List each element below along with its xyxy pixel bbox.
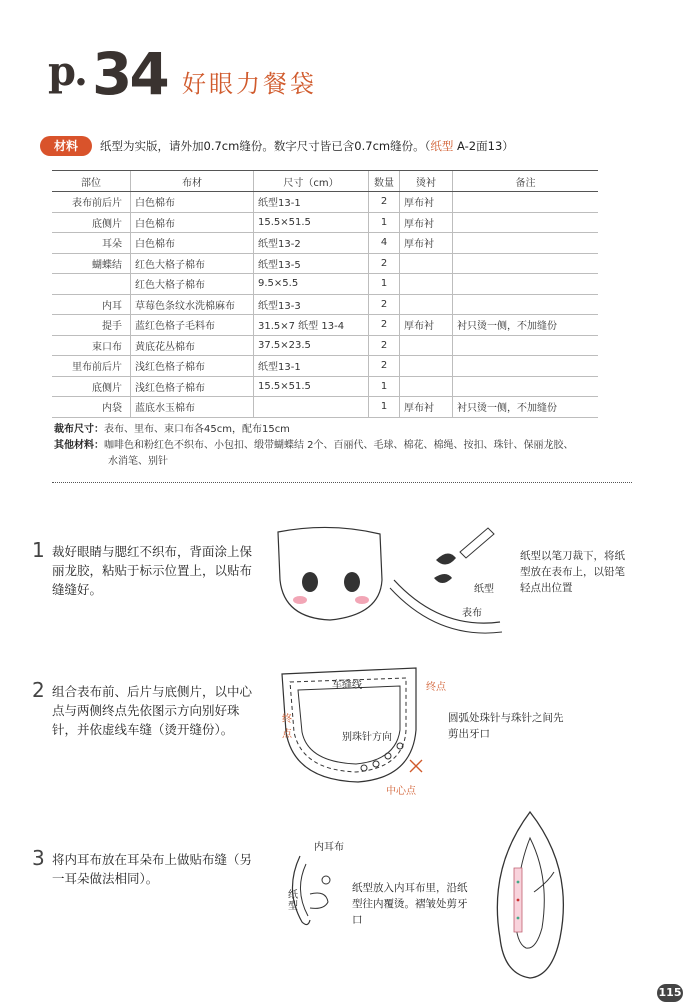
cut-size-label: 裁布尺寸： [54, 424, 104, 435]
step-1-number: 1 [32, 538, 45, 562]
table-cell: 白色棉布 [131, 233, 254, 254]
table-cell [453, 192, 599, 213]
table-cell: 红色大格子棉布 [131, 274, 254, 295]
table-cell: 31.5×7 纸型 13-4 [254, 315, 369, 336]
table-cell [400, 253, 453, 274]
table-row [52, 376, 598, 397]
table-cell [254, 397, 369, 418]
step-3-number: 3 [32, 846, 45, 870]
table-cell [400, 356, 453, 377]
table-row [52, 335, 598, 356]
other-materials-text: 咖啡色和粉红色不织布、小包扣、缎带蝴蝶结 2个、百丽代、毛球、棉花、棉绳、按扣、珠针、保丽龙胶、 [104, 440, 574, 451]
table-cell [400, 335, 453, 356]
step-2-label-pin-direction: 别珠针方向 [342, 732, 392, 743]
project-number: 34 [92, 40, 167, 108]
step-2-note: 圆弧处珠针与珠针之间先剪出牙口 [448, 712, 564, 740]
divider [52, 482, 632, 483]
table-cell [453, 335, 599, 356]
table-cell: 厚布衬 [400, 212, 453, 233]
table-cell: 纸型13-2 [254, 233, 369, 254]
table-cell: 15.5×51.5 [254, 376, 369, 397]
table-header: 尺寸（cm） [254, 171, 369, 192]
table-cell: 内袋 [52, 397, 131, 418]
table-cell: 2 [369, 315, 400, 336]
cut-size-line [54, 422, 290, 438]
table-cell: 耳朵 [52, 233, 131, 254]
table-row [52, 233, 598, 254]
step-3-text: 将内耳布放在耳朵布上做贴布缝（另一耳朵做法相同）。 [52, 852, 253, 886]
other-materials-line-2: 水消笔、别针 [108, 456, 168, 467]
table-row [52, 212, 598, 233]
table-cell [400, 376, 453, 397]
other-materials-label: 其他材料： [54, 440, 104, 451]
table-cell: 浅红色格子棉布 [131, 376, 254, 397]
table-row [52, 192, 598, 213]
page-number: 115 [657, 984, 683, 1002]
table-cell [453, 253, 599, 274]
step-1-label-paper: 纸型 [474, 584, 494, 595]
table-cell [453, 376, 599, 397]
table-cell: 9.5×5.5 [254, 274, 369, 295]
step-3-label-paper: 纸型 [288, 890, 298, 912]
table-row [52, 294, 598, 315]
materials-note [100, 138, 514, 154]
step-3-ear-illustration [490, 808, 570, 983]
table-cell: 2 [369, 192, 400, 213]
table-cell [453, 294, 599, 315]
table-cell [453, 212, 599, 233]
table-cell: 草莓色条纹水洗棉麻布 [131, 294, 254, 315]
step-1-note: 纸型以笔刀裁下，将纸型放在表布上，以铅笔轻点出位置 [520, 550, 625, 594]
table-cell: 1 [369, 397, 400, 418]
table-cell: 蝴蝶结 [52, 253, 131, 274]
table-row [52, 315, 598, 336]
table-cell: 厚布衬 [400, 315, 453, 336]
table-cell: 白色棉布 [131, 192, 254, 213]
table-cell [400, 294, 453, 315]
table-cell: 纸型13-1 [254, 192, 369, 213]
other-materials-line [54, 438, 574, 454]
table-cell: 表布前后片 [52, 192, 131, 213]
materials-note-ref: 纸型 [430, 139, 454, 153]
materials-note-tail: A-2面13） [453, 139, 514, 153]
step-3-label-inner-ear: 内耳布 [314, 842, 344, 853]
table-cell [400, 274, 453, 295]
table-row [52, 356, 598, 377]
table-cell: 束口布 [52, 335, 131, 356]
table-cell: 底侧片 [52, 376, 131, 397]
table-cell [52, 274, 131, 295]
page-prefix: p. [48, 48, 86, 95]
table-cell: 2 [369, 356, 400, 377]
table-cell: 衬只烫一侧，不加缝份 [453, 397, 599, 418]
table-row [52, 397, 598, 418]
table-cell: 1 [369, 212, 400, 233]
table-cell: 1 [369, 376, 400, 397]
step-2-label-end-left: 终点 [282, 714, 292, 740]
table-cell: 纸型13-3 [254, 294, 369, 315]
table-cell: 里布前后片 [52, 356, 131, 377]
table-cell: 提手 [52, 315, 131, 336]
table-cell: 内耳 [52, 294, 131, 315]
step-2-label-seam: 车缝线 [332, 680, 362, 691]
table-cell: 2 [369, 294, 400, 315]
materials-note-main: 纸型为实版，请外加0.7cm缝份。数字尺寸皆已含0.7cm缝份。（ [100, 139, 431, 153]
table-cell: 4 [369, 233, 400, 254]
table-cell [453, 233, 599, 254]
table-cell: 蓝红色格子毛料布 [131, 315, 254, 336]
table-row [52, 253, 598, 274]
table-header: 备注 [453, 171, 599, 192]
table-header-row [52, 171, 598, 192]
table-cell: 1 [369, 274, 400, 295]
table-cell: 浅红色格子棉布 [131, 356, 254, 377]
table-cell: 厚布衬 [400, 397, 453, 418]
table-cell: 衬只烫一侧，不加缝份 [453, 315, 599, 336]
step-2-label-end-right: 终点 [426, 682, 446, 693]
step-2-text: 组合表布前、后片与底侧片，以中心点与两侧终点先依图示方向别好珠针，并依虚线车缝（烫开缝份）。 [52, 684, 253, 737]
table-header: 数量 [369, 171, 400, 192]
table-header: 部位 [52, 171, 131, 192]
step-1-label-fabric: 表布 [462, 608, 482, 619]
step-3-note: 纸型放入内耳布里，沿纸型往内覆烫。褶皱处剪牙口 [352, 882, 468, 926]
step-2-number: 2 [32, 678, 45, 702]
table-cell: 纸型13-1 [254, 356, 369, 377]
table-row [52, 274, 598, 295]
step-1-text: 裁好眼睛与腮红不织布，背面涂上保丽龙胶，粘贴于标示位置上，以贴布缝缝好。 [52, 544, 253, 597]
table-cell: 黄底花丛棉布 [131, 335, 254, 356]
table-cell [453, 356, 599, 377]
table-cell: 底侧片 [52, 212, 131, 233]
table-cell: 2 [369, 335, 400, 356]
table-cell: 37.5×23.5 [254, 335, 369, 356]
materials-table [52, 170, 598, 418]
table-cell: 2 [369, 253, 400, 274]
table-cell [453, 274, 599, 295]
cut-size-text: 表布、里布、束口布各45cm，配布15cm [104, 424, 290, 435]
page-title: 好眼力餐袋 [182, 70, 317, 98]
table-cell: 厚布衬 [400, 192, 453, 213]
table-cell: 纸型13-5 [254, 253, 369, 274]
table-cell: 红色大格子棉布 [131, 253, 254, 274]
step-2-label-center: 中心点 [386, 786, 416, 797]
materials-badge: 材料 [40, 136, 92, 156]
table-cell: 蓝底水玉棉布 [131, 397, 254, 418]
table-header: 布材 [131, 171, 254, 192]
table-cell: 15.5×51.5 [254, 212, 369, 233]
table-body [52, 192, 598, 418]
table-header: 烫衬 [400, 171, 453, 192]
table-cell: 白色棉布 [131, 212, 254, 233]
table-cell: 厚布衬 [400, 233, 453, 254]
